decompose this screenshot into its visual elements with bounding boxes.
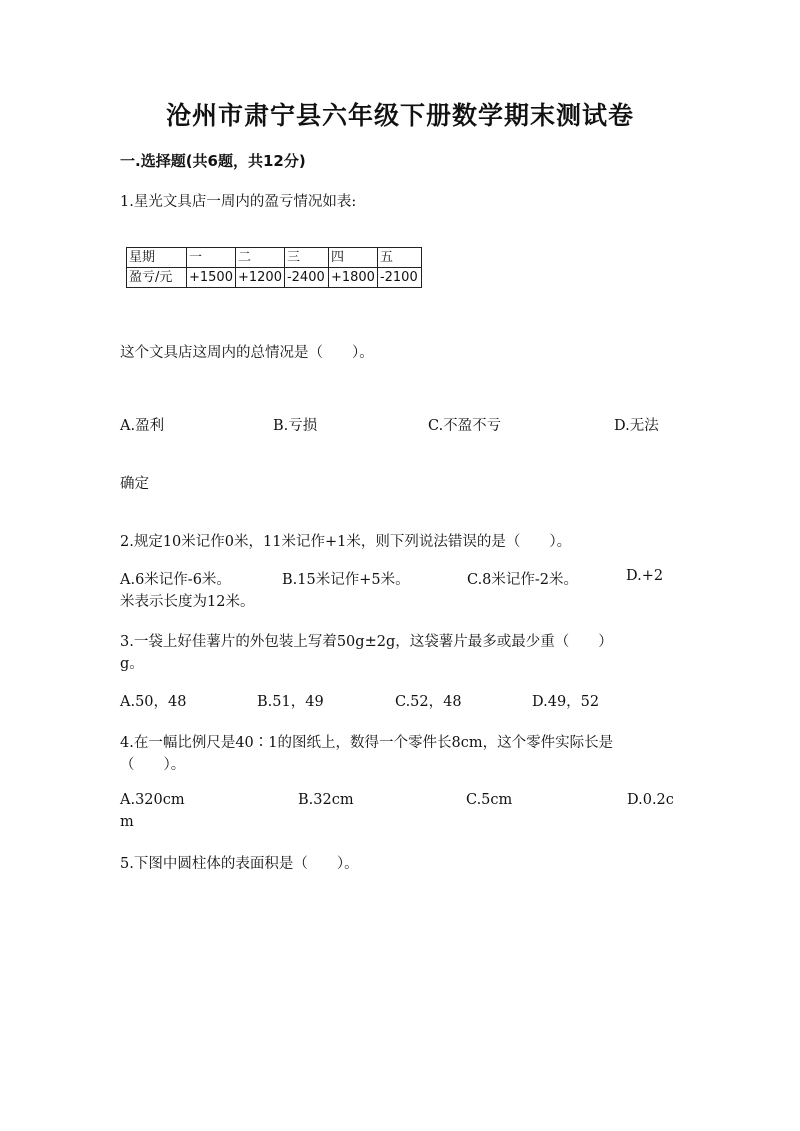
table-cell: 五 bbox=[377, 248, 421, 268]
q1-option-d-wrap: 确定 bbox=[120, 476, 149, 492]
q2-option-d-wrap: 米表示长度为12米。 bbox=[120, 594, 255, 610]
table-cell: +1500 bbox=[187, 268, 236, 288]
table-cell: -2100 bbox=[377, 268, 421, 288]
table-cell: 三 bbox=[284, 248, 328, 268]
table-row bbox=[127, 268, 422, 288]
q4-option-d: D.0.2c bbox=[627, 792, 674, 808]
q4-option-b: B.32cm bbox=[298, 792, 354, 808]
table-cell: 星期 bbox=[127, 248, 187, 268]
page-title: 沧州市肃宁县六年级下册数学期末测试卷 bbox=[165, 101, 634, 130]
q1-option-d: D.无法 bbox=[614, 418, 659, 434]
q3-option-c: C.52，48 bbox=[395, 694, 462, 710]
table-cell: +1200 bbox=[235, 268, 284, 288]
q2-option-b: B.15米记作+5米。 bbox=[282, 572, 410, 588]
q5-stem: 5.下图中圆柱体的表面积是（ ）。 bbox=[120, 856, 359, 872]
q1-stem: 1.星光文具店一周内的盈亏情况如表: bbox=[120, 194, 357, 210]
table-cell: +1800 bbox=[328, 268, 377, 288]
q1-option-c: C.不盈不亏 bbox=[428, 418, 502, 434]
table-cell: -2400 bbox=[284, 268, 328, 288]
table-cell: 四 bbox=[328, 248, 377, 268]
q1-question: 这个文具店这周内的总情况是（ ）。 bbox=[120, 345, 374, 361]
q4-option-a: A.320cm bbox=[120, 792, 185, 808]
table-cell: 盈亏/元 bbox=[127, 268, 187, 288]
table-cell: 二 bbox=[235, 248, 284, 268]
q3-option-a: A.50，48 bbox=[120, 694, 187, 710]
q1-option-b: B.亏损 bbox=[273, 418, 318, 434]
q2-option-a: A.6米记作-6米。 bbox=[120, 572, 231, 588]
q3-option-d: D.49，52 bbox=[532, 694, 600, 710]
table-cell: 一 bbox=[187, 248, 236, 268]
q3-stem-wrap: g。 bbox=[120, 656, 144, 672]
section-heading: 一.选择题(共6题，共12分) bbox=[120, 152, 306, 170]
q2-option-c: C.8米记作-2米。 bbox=[467, 572, 579, 588]
q3-stem: 3.一袋上好佳薯片的外包装上写着50g±2g，这袋薯片最多或最少重（ ） bbox=[120, 634, 613, 650]
q4-option-d-wrap: m bbox=[120, 814, 134, 830]
table-row bbox=[127, 248, 422, 268]
q2-stem: 2.规定10米记作0米，11米记作+1米，则下列说法错误的是（ ）。 bbox=[120, 534, 572, 550]
q4-option-c: C.5cm bbox=[466, 792, 513, 808]
profit-table bbox=[126, 247, 422, 288]
q4-stem: 4.在一幅比例尺是40∶1的图纸上，数得一个零件长8cm，这个零件实际长是 bbox=[120, 735, 614, 751]
q3-option-b: B.51，49 bbox=[257, 694, 324, 710]
q2-option-d: D.+2 bbox=[626, 568, 664, 584]
q4-stem-wrap: （ ）。 bbox=[120, 757, 186, 773]
q1-option-a: A.盈利 bbox=[120, 418, 165, 434]
